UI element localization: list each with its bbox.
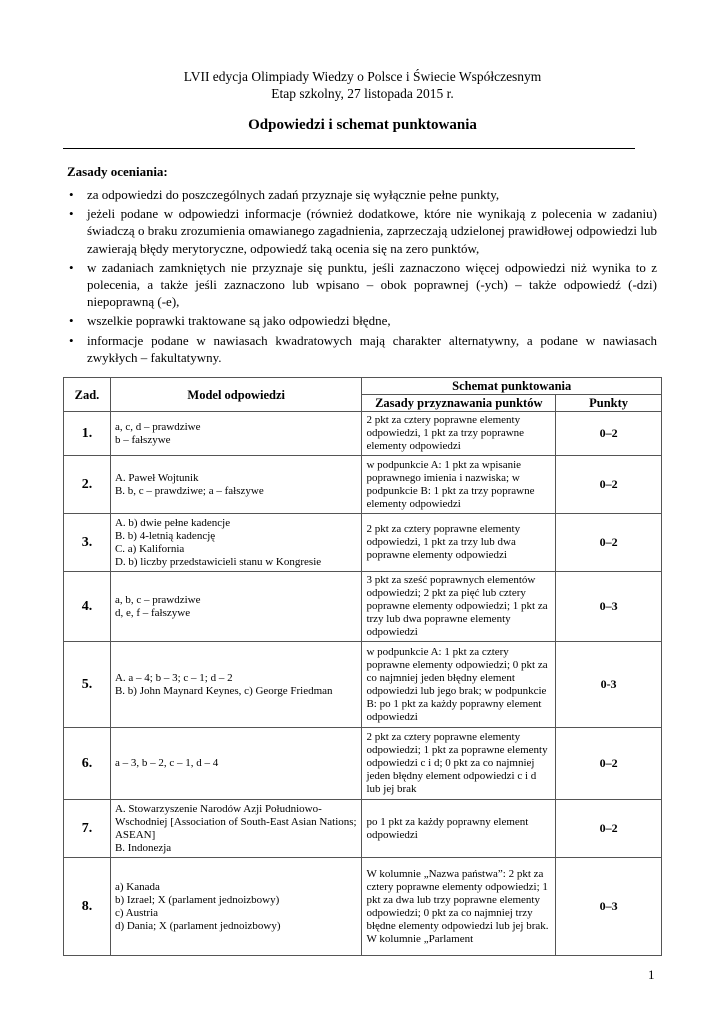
model-answer: a) Kanada b) Izrael; X (parlament jednoizbowy) c) Austria d) Dania; X (parlament jednoizbowy) [110,858,362,956]
points: 0–2 [556,514,662,572]
model-answer: A. Stowarzyszenie Narodów Azji Południowo-Wschodniej [Association of South-East Asian Nations; ASEAN] B. Indonezja [110,800,362,858]
points: 0–2 [556,800,662,858]
bullet-icon: • [69,313,74,329]
model-answer: A. b) dwie pełne kadencje B. b) 4-letnią kadencję C. a) Kalifornia D. b) liczby przedstawicieli stanu w Kongresie [110,514,362,572]
table-row [64,572,662,642]
header-stage-date: Etap szkolny, 27 listopada 2015 r. [271,86,454,101]
points: 0–2 [556,728,662,800]
bullet-icon: • [69,259,74,275]
rules-item: • jeżeli podane w odpowiedzi informacje (również dodatkowe, które nie wynikają z polecenia w zadaniu) świadczą o braku zrozumienia omawianego zagadnienia, zaprzeczają udzielonej prawidłowej odpowiedzi lub zawierają błędy merytoryczne, odpowiedź taką ocenia się na zero punktów, [69,206,657,256]
task-number: 2. [64,456,111,514]
table-row [64,642,662,728]
points: 0–3 [556,572,662,642]
bullet-icon: • [69,206,74,222]
table-header-row [64,378,662,395]
scoring-rules: 2 pkt za cztery poprawne elementy odpowiedzi, 1 pkt za trzy poprawne elementy odpowiedzi [362,412,556,456]
document-title: Odpowiedzi i schemat punktowania [248,117,477,133]
scoring-table [63,377,662,956]
model-answer: a – 3, b – 2, c – 1, d – 4 [110,728,362,800]
header-zad: Zad. [64,378,111,412]
header-zasady: Zasady przyznawania punktów [362,395,556,412]
header-punkty: Punkty [556,395,662,412]
table-row [64,456,662,514]
rules-heading: Zasady oceniania: [67,164,168,179]
scoring-rules: 2 pkt za cztery poprawne elementy odpowiedzi; 1 pkt za poprawne elementy odpowiedzi c i d; 0 pkt za co najmniej jeden błędny element odpowiedzi c i d lub jej brak [362,728,556,800]
points: 0-3 [556,642,662,728]
rules-item: • informacje podane w nawiasach kwadratowych mają charakter alternatywny, a podane w nawiasach zwykłych – fakultatywny. [69,332,657,365]
rules-item: • wszelkie poprawki traktowane są jako odpowiedzi błędne, [69,313,391,329]
rules-item: • w zadaniach zamkniętych nie przyznaje się punktu, jeśli zaznaczono więcej odpowiedzi niż wynika to z polecenia, a także jeśli zaznaczono lub wpisano – obok poprawnej (-ych) – także odpowiedź (-dzi) niepoprawną (-e), [69,259,657,310]
points: 0–2 [556,412,662,456]
task-number: 3. [64,514,111,572]
table-row [64,728,662,800]
model-answer: a, c, d – prawdziwe b – fałszywe [110,412,362,456]
header-model: Model odpowiedzi [110,378,362,412]
table-row [64,800,662,858]
model-answer: A. Paweł Wojtunik B. b, c – prawdziwe; a – fałszywe [110,456,362,514]
table-row [64,514,662,572]
task-number: 1. [64,412,111,456]
scoring-rules: 2 pkt za cztery poprawne elementy odpowiedzi, 1 pkt za trzy lub dwa poprawne elementy odpowiedzi [362,514,556,572]
scoring-rules: W kolumnie „Nazwa państwa”: 2 pkt za cztery poprawne elementy odpowiedzi; 1 pkt za dwa lub trzy poprawne elementy odpowiedzi; 0 pkt za co najmniej trzy błędne elementy odpowiedzi lub jej brak. W kolumnie „Parlament [362,858,556,956]
table-row [64,412,662,456]
task-number: 5. [64,642,111,728]
scoring-rules: po 1 pkt za każdy poprawny element odpowiedzi [362,800,556,858]
task-number: 6. [64,728,111,800]
points: 0–3 [556,858,662,956]
header-edition: LVII edycja Olimpiady Wiedzy o Polsce i Świecie Współczesnym [183,69,542,84]
bullet-icon: • [69,187,74,202]
model-answer: a, b, c – prawdziwe d, e, f – fałszywe [110,572,362,642]
document-header [0,68,725,102]
bullet-icon: • [69,332,74,348]
rules-item: • za odpowiedzi do poszczególnych zadań przyznaje się wyłącznie pełne punkty, [69,187,500,202]
points: 0–2 [556,456,662,514]
task-number: 7. [64,800,111,858]
title-divider [63,148,635,149]
page-number: 1 [648,967,655,982]
scoring-rules: w podpunkcie A: 1 pkt za cztery poprawne elementy odpowiedzi; 0 pkt za co najmniej jeden błędny element odpowiedzi lub jego brak; w podpunkcie B: po 1 pkt za każdy poprawny element odpowiedzi [362,642,556,728]
table-row [64,858,662,956]
rules-list [67,186,657,368]
scoring-rules: 3 pkt za sześć poprawnych elementów odpowiedzi; 2 pkt za pięć lub cztery poprawne elementy odpowiedzi; 1 pkt za trzy lub dwa poprawne elementy odpowiedzi [362,572,556,642]
header-schemat: Schemat punktowania [362,378,662,395]
task-number: 4. [64,572,111,642]
task-number: 8. [64,858,111,956]
model-answer: A. a – 4; b – 3; c – 1; d – 2 B. b) John Maynard Keynes, c) George Friedman [110,642,362,728]
scoring-rules: w podpunkcie A: 1 pkt za wpisanie poprawnego imienia i nazwiska; w podpunkcie B: 1 pkt za trzy poprawne elementy odpowiedzi [362,456,556,514]
